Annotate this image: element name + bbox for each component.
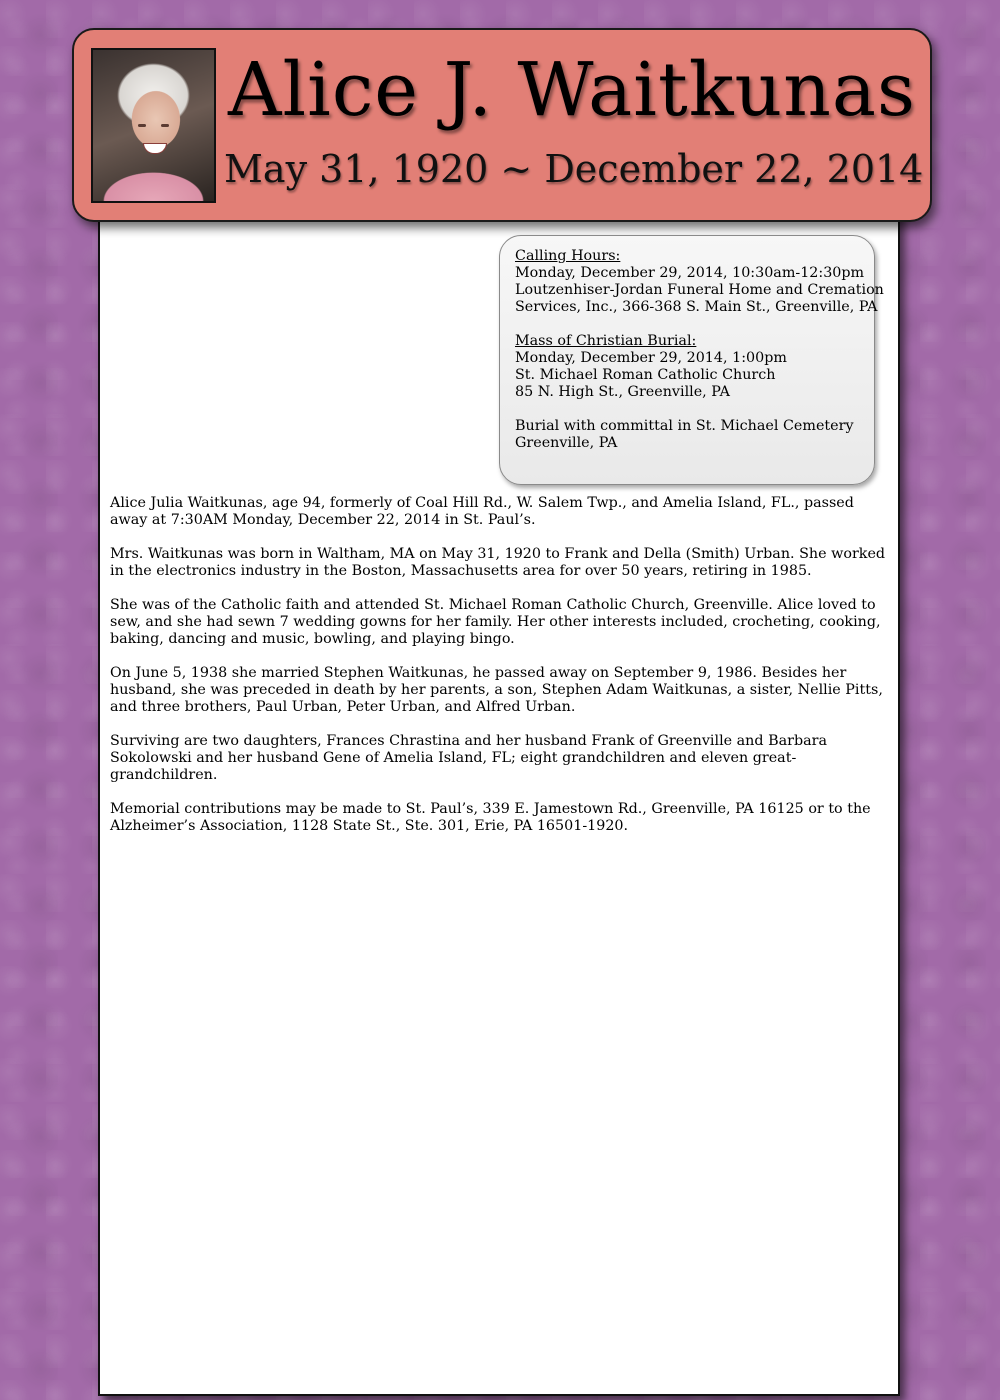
mass-line: St. Michael Roman Catholic Church [515,367,776,383]
obituary-paragraph: Alice Julia Waitkunas, age 94, formerly of Coal Hill Rd., W. Salem Twp., and Amelia Island, FL., passed away at 7:30AM Monday, December 22, 2014 in St. Paul’s. [110,495,854,528]
calling-hours-title: Calling Hours: [515,248,621,264]
obituary-text [110,495,890,852]
life-dates: May 31, 1920 ~ December 22, 2014 [224,147,924,191]
obituary-paragraph: Memorial contributions may be made to St. Paul’s, 339 E. Jamestown Rd., Greenville, PA 16125 or to the Alzheimer’s Association, 1128 State St., Ste. 301, Erie, PA 16501-1920. [110,801,871,834]
obituary-paragraph: Mrs. Waitkunas was born in Waltham, MA on May 31, 1920 to Frank and Della (Smith) Urban. She worked in the electronics industry in the Boston, Massachusetts area for over 50 years, retiring in 1985. [110,546,886,579]
mass-section [515,333,864,401]
deceased-name: Alice J. Waitkunas [228,47,916,133]
mass-line: Monday, December 29, 2014, 1:00pm [515,350,787,366]
calling-hours-line: Monday, December 29, 2014, 10:30am-12:30pm [515,265,865,281]
header-banner [72,28,932,222]
portrait-photo [91,48,216,203]
mass-line: 85 N. High St., Greenville, PA [515,384,730,400]
calling-hours-section [515,248,884,316]
photo-smile [143,143,167,154]
calling-hours-line: Loutzenhiser-Jordan Funeral Home and Cremation [515,282,884,298]
obituary-paragraph: She was of the Catholic faith and attended St. Michael Roman Catholic Church, Greenville. Alice loved to sew, and she had sewn 7 wedding gowns for her family. Her other interests included, crocheting, cooking, baking, dancing and music, bowling, and playing bingo. [110,597,881,647]
burial-section [515,418,864,452]
burial-line: Greenville, PA [515,435,618,451]
service-info-box [499,235,884,485]
obituary-paragraph: On June 5, 1938 she married Stephen Waitkunas, he passed away on September 9, 1986. Besides her husband, she was preceded in death by her parents, a son, Stephen Adam Waitkunas, a sister, Nellie Pitts, and three brothers, Paul Urban, Peter Urban, and Alfred Urban. [110,665,883,715]
obituary-paragraph: Surviving are two daughters, Frances Chrastina and her husband Frank of Greenville and Barbara Sokolowski and her husband Gene of Amelia Island, FL; eight grandchildren and eleven great-grandchildren. [110,733,827,783]
burial-line: Burial with committal in St. Michael Cemetery [515,418,854,434]
photo-eye-right [161,124,169,127]
mass-title: Mass of Christian Burial: [515,333,697,349]
photo-eye-left [138,124,146,127]
calling-hours-line: Services, Inc., 366-368 S. Main St., Greenville, PA [515,299,878,315]
